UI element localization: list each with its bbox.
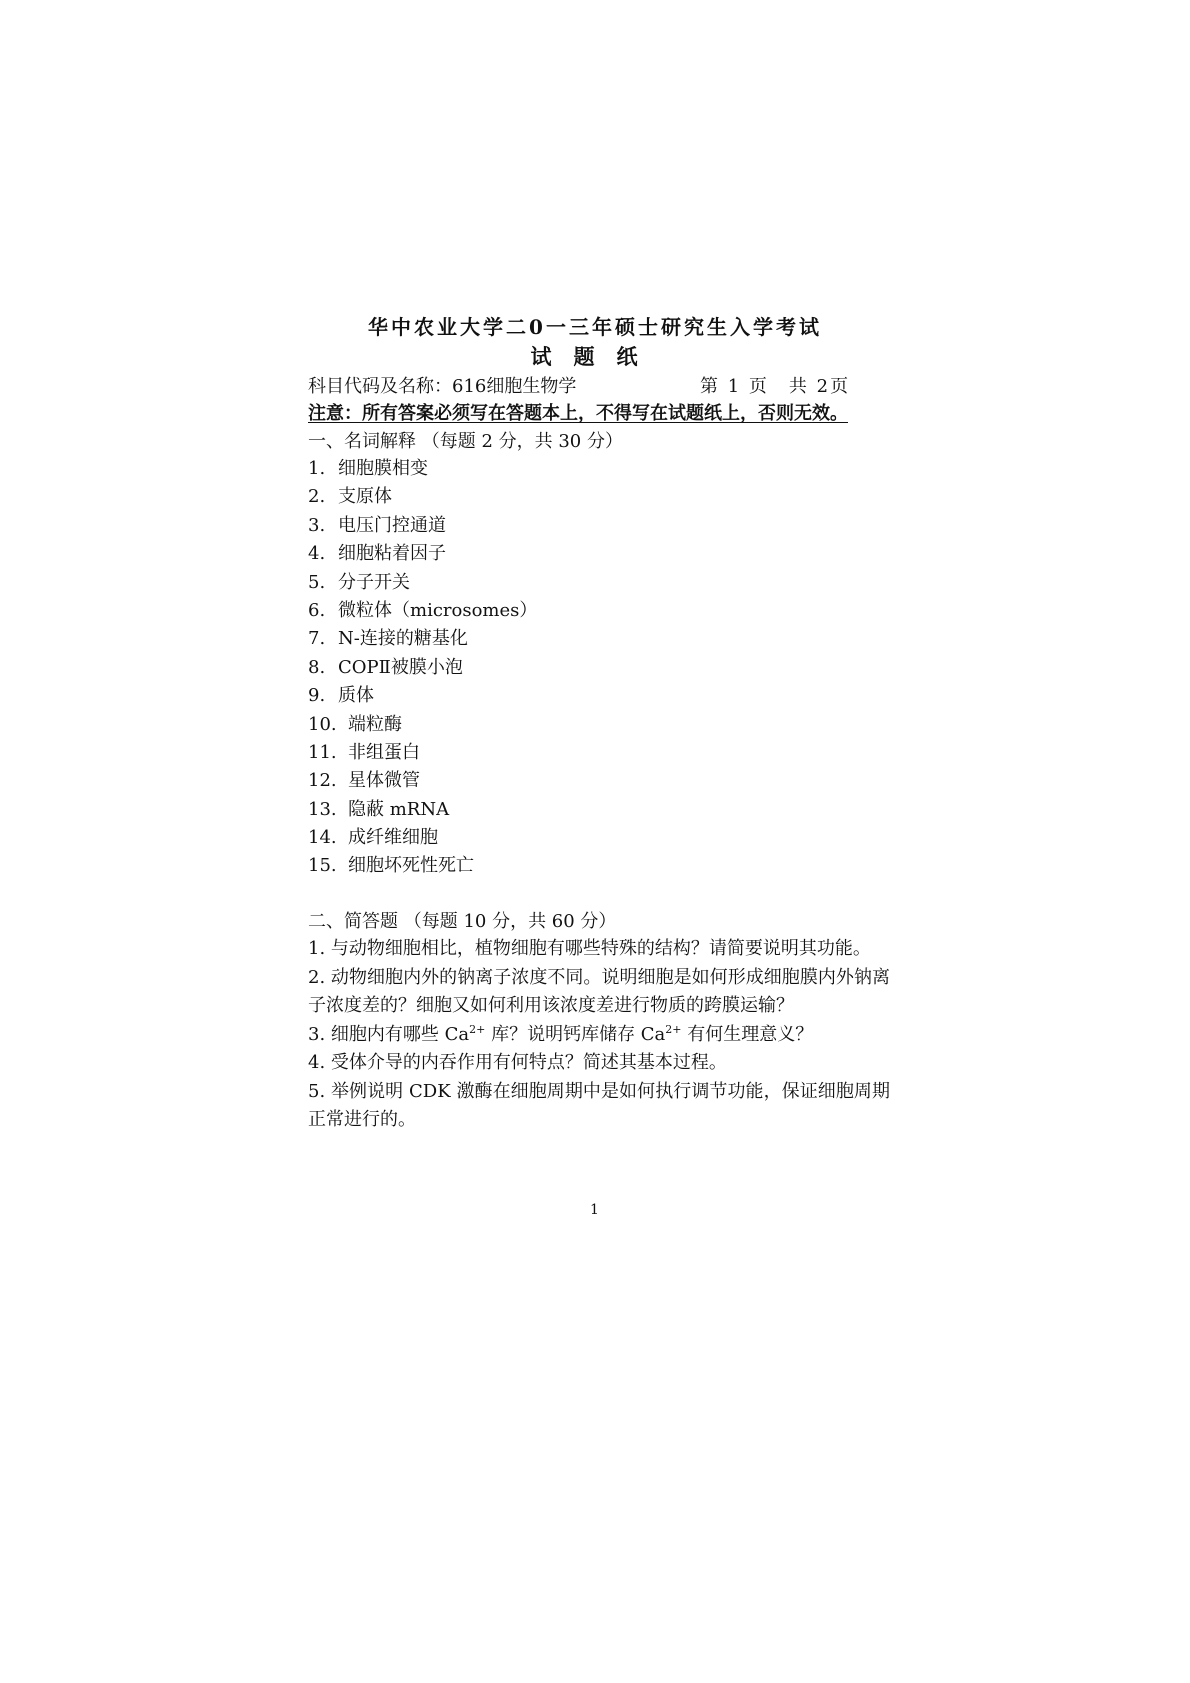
section2-heading: 二、简答题 （每题 10 分，共 60 分） <box>308 911 617 932</box>
list-item: 13. 隐蔽 mRNA <box>308 798 450 820</box>
question-list <box>308 935 890 1135</box>
term-list <box>308 455 537 881</box>
exam-title: 华中农业大学二0一三年硕士研究生入学考试 <box>368 315 822 339</box>
list-item: 14. 成纤维细胞 <box>308 827 438 849</box>
exam-subtitle: 试题纸 <box>530 344 660 369</box>
question-item: 3. 细胞内有哪些 $Ca^{2+}$ 库？说明钙库储存 $Ca^{2+}$ 有何生理意义？ <box>308 1022 814 1045</box>
subject-line <box>308 372 888 398</box>
question-item: 1. 与动物细胞相比，植物细胞有哪些特殊的结构？请简要说明其功能。 <box>308 938 871 959</box>
list-item: 6. 微粒体（microsomes） <box>308 599 538 621</box>
question-item: 5. 举例说明 CDK 激酶在细胞周期中是如何执行调节功能，保证细胞周期正常进行的。 <box>308 1080 890 1130</box>
list-item: 8. COPⅡ被膜小泡 <box>308 656 463 678</box>
list-item: 2. 支原体 <box>308 486 392 508</box>
exam-notice: 注意：所有答案必须写在答题本上，不得写在试题纸上，否则无效。 <box>308 403 848 424</box>
list-item: 3. 电压门控通道 <box>308 514 446 536</box>
page-number: 1 <box>590 1202 599 1218</box>
list-item: 11. 非组蛋白 <box>308 741 420 763</box>
question-item: 4. 受体介导的内吞作用有何特点？简述其基本过程。 <box>308 1052 727 1073</box>
list-item: 1. 细胞膜相变 <box>308 458 428 479</box>
list-item: 5. 分子开关 <box>308 571 410 593</box>
list-item: 12. 星体微管 <box>308 770 420 792</box>
question-item: 2. 动物细胞内外的钠离子浓度不同。说明细胞是如何形成细胞膜内外钠离子浓度差的？细胞又如何利用该浓度差进行物质的跨膜运输？ <box>308 966 890 1016</box>
list-item: 7. N-连接的糖基化 <box>308 628 468 650</box>
subject-label: 科目代码及名称：616细胞生物学 <box>308 376 577 397</box>
page-info: 第 1 页 共 2页 <box>700 376 851 397</box>
list-item: 4. 细胞粘着因子 <box>308 543 446 565</box>
list-item: 15. 细胞坏死性死亡 <box>308 855 474 877</box>
section1-heading: 一、名词解释 （每题 2 分，共 30 分） <box>308 431 623 452</box>
list-item: 10. 端粒酶 <box>308 713 402 735</box>
list-item: 9. 质体 <box>308 685 374 707</box>
